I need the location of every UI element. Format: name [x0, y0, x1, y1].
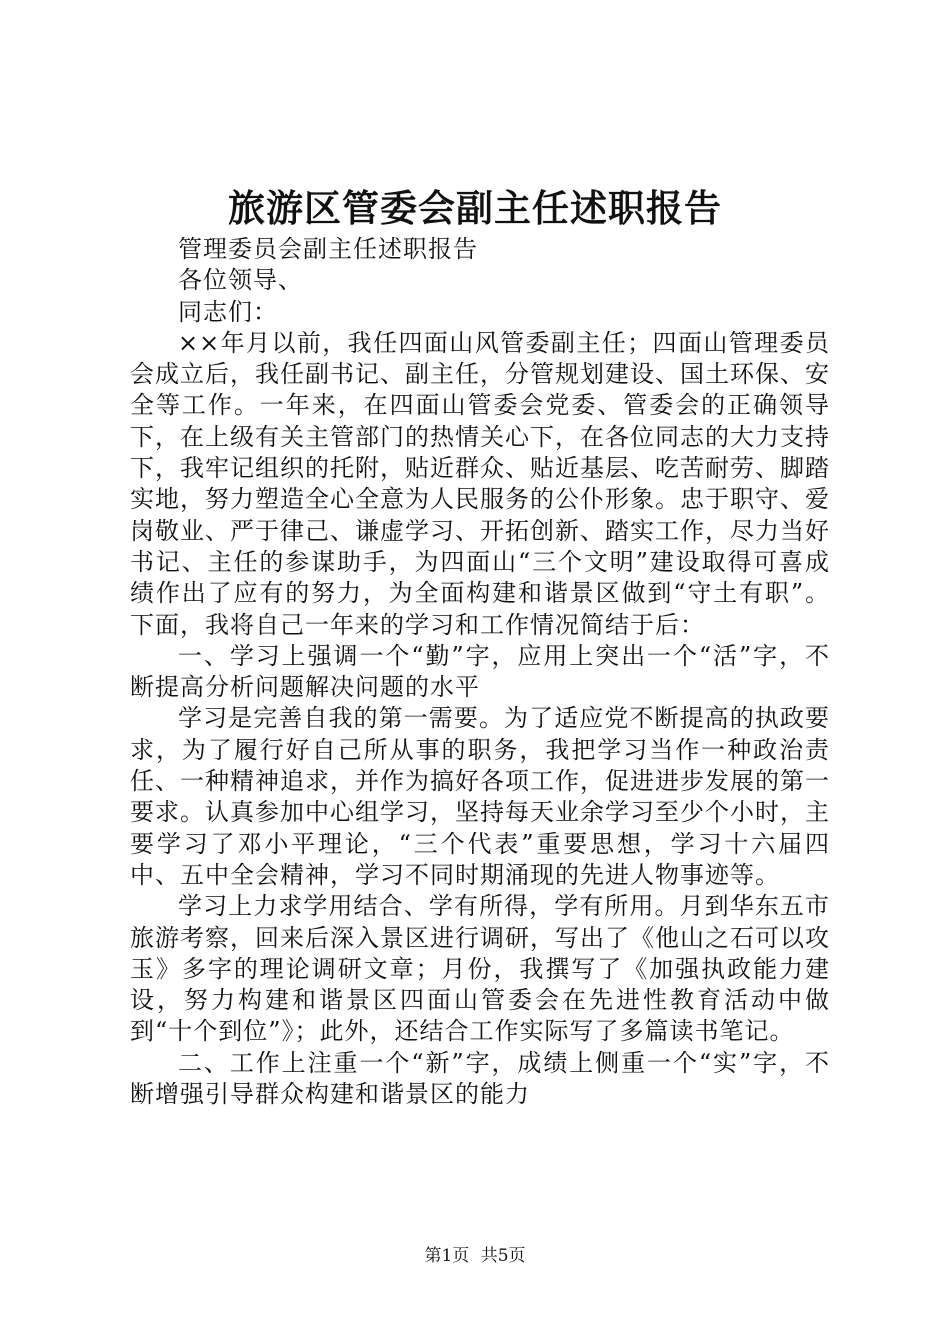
study-application-paragraph: 学习上力求学用结合、学有所得，学有所用。月到华东五市旅游考察，回来后深入景区进行调研，写出了《他山之石可以攻玉》多字的理论调研文章；月份，我撰写了《加强执政能力建设，努力构建和谐景区四面山管委会在先进性教育活动中做到“十个到位”》；此外，还结合工作实际写了多篇读书笔记。 — [130, 892, 830, 1046]
page-title: 旅游区管委会副主任述职报告 — [228, 186, 722, 230]
page-number: 第1页 — [424, 1246, 470, 1266]
section-heading-study: 一、学习上强调一个“勤”字，应用上突出一个“活”字，不断提高分析问题解决问题的水平 — [130, 641, 830, 702]
salutation-comrades: 同志们： — [178, 297, 278, 326]
subtitle-paragraph: 管理委员会副主任述职报告 — [178, 235, 478, 263]
document-body — [130, 234, 830, 1110]
section-heading-work: 二、工作上注重一个“新”字，成绩上侧重一个“实”字，不断增强引导群众构建和谐景区的能力 — [130, 1048, 830, 1109]
intro-paragraph: ××年月以前，我任四面山风管委副主任；四面山管理委员会成立后，我任副书记、副主任，分管规划建设、国土环保、安全等工作。一年来，在四面山管委会党委、管委会的正确领导下，在上级有关主管部门的热情关心下，在各位同志的大力支持下，我牢记组织的托附，贴近群众、贴近基层、吃苦耐劳、脚踏实地，努力塑造全心全意为人民服务的公仆形象。忠于职守、爱岗敬业、严于律己、谦虚学习、开拓创新、踏实工作，尽力当好书记、主任的参谋助手，为四面山“三个文明”建设取得可喜成绩作出了应有的努力，为全面构建和谐景区做到“守土有职”。下面，我将自己一年来的学习和工作情况简结于后： — [130, 328, 830, 639]
page-total: 共5页 — [480, 1246, 526, 1266]
study-paragraph: 学习是完善自我的第一需要。为了适应党不断提高的执政要求，为了履行好自己所从事的职务，我把学习当作一种政治责任、一种精神追求，并作为搞好各项工作，促进进步发展的第一要求。认真参加中心组学习，坚持每天业余学习至少个小时，主要学习了邓小平理论，“三个代表”重要思想，学习十六届四中、五中全会精神，学习不同时期涌现的先进人物事迹等。 — [130, 704, 830, 889]
salutation-leaders: 各位领导、 — [178, 266, 303, 295]
page-footer — [0, 1244, 950, 1268]
